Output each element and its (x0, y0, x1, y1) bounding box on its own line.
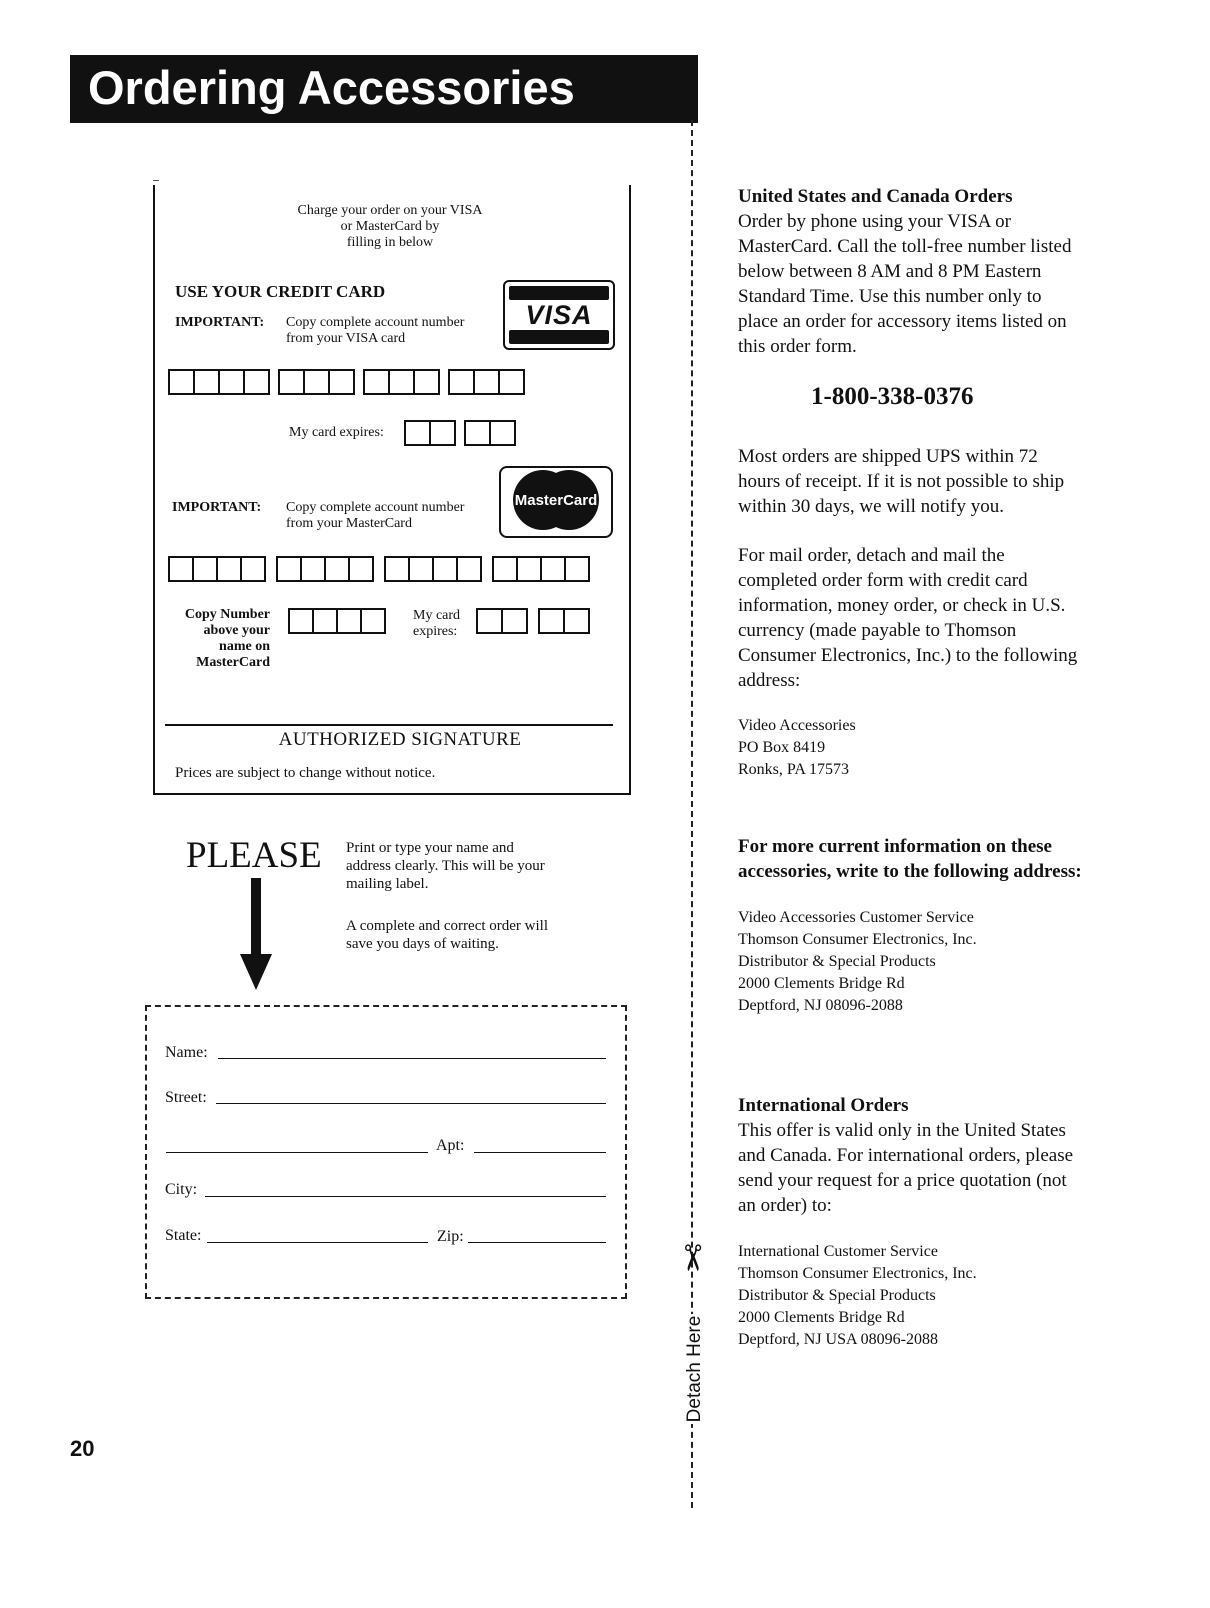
mastercard-expires-line: My card (413, 608, 461, 623)
please-line: A complete and correct order will (346, 918, 549, 934)
mastercard-account-number-boxes (168, 556, 590, 582)
mastercard-expiry-year[interactable] (538, 608, 590, 634)
more-info-heading (738, 834, 1138, 884)
signature-line[interactable] (165, 724, 613, 726)
address-line: International Customer Service (738, 1243, 938, 1260)
mastercard-expiry-boxes (476, 608, 590, 634)
mastercard-digit-group[interactable] (168, 556, 266, 582)
visa-digit-group[interactable] (278, 369, 355, 395)
body-line: this order form. (738, 336, 857, 357)
body-line: place an order for accessory items listed on (738, 311, 1067, 332)
body-line: Order by phone using your VISA or (738, 211, 1012, 232)
street-field[interactable] (216, 1103, 606, 1104)
copy-number-line: MasterCard (196, 655, 270, 670)
address-line: 2000 Clements Bridge Rd (738, 1309, 905, 1326)
body-line: information, money order, or check in U.S. (738, 595, 1066, 616)
intro-line: or MasterCard by (340, 219, 440, 234)
body-line: currency (made payable to Thomson (738, 620, 1017, 641)
visa-important-line: Copy complete account number (286, 315, 465, 330)
address-line: Deptford, NJ 08096-2088 (738, 997, 903, 1014)
copy-number-line: above your (203, 623, 270, 638)
name-label: Name: (165, 1044, 208, 1061)
mail-order-text (738, 543, 1133, 693)
intro-line: filling in below (346, 235, 434, 250)
international-address (738, 1241, 1098, 1351)
customer-service-address (738, 907, 1098, 1017)
mastercard-expiry-month[interactable] (476, 608, 528, 634)
mastercard-logo-text: MasterCard (514, 492, 598, 509)
zip-label: Zip: (437, 1228, 464, 1245)
address-line: Distributor & Special Products (738, 953, 936, 970)
address-line: Video Accessories Customer Service (738, 909, 974, 926)
street-label: Street: (165, 1089, 207, 1106)
body-line: Most orders are shipped UPS within 72 (738, 446, 1038, 467)
visa-important-text (286, 315, 506, 347)
page-number: 20 (70, 1436, 95, 1461)
please-note (346, 917, 606, 953)
street-line-2-field[interactable] (166, 1152, 428, 1153)
international-orders-heading: International Orders (738, 1095, 909, 1116)
please-line: Print or type your name and (346, 840, 514, 856)
body-line: MasterCard. Call the toll-free number listed (738, 236, 1072, 257)
please-line: mailing label. (346, 876, 429, 892)
visa-logo (503, 280, 615, 350)
visa-expires-label: My card expires: (289, 425, 384, 440)
mastercard-digit-group[interactable] (384, 556, 482, 582)
body-line: For mail order, detach and mail the (738, 545, 1005, 566)
visa-digit-group[interactable] (448, 369, 525, 395)
please-line: address clearly. This will be your (346, 858, 545, 874)
address-line: Ronks, PA 17573 (738, 761, 849, 778)
mastercard-digit-group[interactable] (492, 556, 590, 582)
city-field[interactable] (205, 1196, 606, 1197)
state-label: State: (165, 1227, 202, 1244)
mastercard-important-line: Copy complete account number (286, 500, 465, 515)
zip-field[interactable] (468, 1242, 606, 1243)
use-credit-card-title: USE YOUR CREDIT CARD (175, 282, 386, 301)
address-line: Thomson Consumer Electronics, Inc. (738, 931, 977, 948)
copy-number-line: Copy Number (184, 607, 270, 622)
down-arrow-icon (237, 878, 275, 990)
body-line: This offer is valid only in the United States (738, 1120, 1066, 1141)
copy-number-line: name on (219, 639, 270, 654)
copy-number-label (170, 607, 270, 671)
visa-digit-group[interactable] (363, 369, 440, 395)
visa-important-line: from your VISA card (286, 331, 406, 346)
visa-expiry-boxes (404, 420, 516, 446)
city-label: City: (165, 1181, 198, 1198)
detach-dashed-line (691, 120, 693, 1508)
body-line: within 30 days, we will notify you. (738, 496, 1004, 517)
mastercard-important-line: from your MasterCard (286, 516, 412, 531)
body-line: address: (738, 670, 801, 691)
prices-note: Prices are subject to change without notice. (175, 765, 436, 781)
address-line: Distributor & Special Products (738, 1287, 936, 1304)
shipping-text (738, 444, 1133, 519)
apt-field[interactable] (474, 1152, 606, 1153)
please-heading: PLEASE (186, 835, 322, 876)
mail-order-address (738, 715, 1098, 781)
international-orders-text (738, 1118, 1133, 1218)
mastercard-expires-line: expires: (413, 624, 458, 639)
visa-important-label: IMPORTANT: (175, 315, 265, 330)
body-line: Consumer Electronics, Inc.) to the following (738, 645, 1078, 666)
name-field[interactable] (218, 1058, 606, 1059)
toll-free-phone-number: 1-800-338-0376 (811, 383, 974, 410)
state-field[interactable] (207, 1242, 428, 1243)
visa-logo-top-band (509, 286, 609, 300)
detach-here-label: Detach Here (682, 1314, 708, 1424)
body-line: an order) to: (738, 1195, 832, 1216)
intro-line: Charge your order on your VISA (297, 203, 483, 218)
copy-number-boxes (288, 608, 386, 634)
mastercard-logo (499, 466, 613, 538)
mastercard-digit-group[interactable] (276, 556, 374, 582)
please-line: save you days of waiting. (346, 936, 499, 952)
mastercard-important-text (286, 500, 506, 532)
us-canada-text (738, 209, 1133, 359)
visa-expiry-month[interactable] (404, 420, 456, 446)
visa-account-number-boxes (168, 369, 525, 395)
visa-logo-bottom-band (509, 330, 609, 344)
body-line: below between 8 AM and 8 PM Eastern (738, 261, 1042, 282)
heading-line: accessories, write to the following address: (738, 861, 1082, 882)
body-line: and Canada. For international orders, please (738, 1145, 1074, 1166)
body-line: hours of receipt. If it is not possible to ship (738, 471, 1065, 492)
visa-expiry-year[interactable] (464, 420, 516, 446)
copy-number-digit-group[interactable] (288, 608, 386, 634)
address-line: Thomson Consumer Electronics, Inc. (738, 1265, 977, 1282)
body-line: Standard Time. Use this number only to (738, 286, 1042, 307)
address-line: PO Box 8419 (738, 739, 826, 756)
apt-label: Apt: (436, 1137, 465, 1154)
address-line: Deptford, NJ USA 08096-2088 (738, 1331, 938, 1348)
authorized-signature-label: AUTHORIZED SIGNATURE (278, 729, 522, 750)
scissors-icon: ✂ (672, 1242, 712, 1274)
visa-logo-text: VISA (525, 300, 593, 330)
body-line: send your request for a price quotation (not (738, 1170, 1067, 1191)
address-line: Video Accessories (738, 717, 856, 734)
visa-digit-group[interactable] (168, 369, 270, 395)
heading-line: For more current information on these (738, 836, 1052, 857)
mastercard-important-label: IMPORTANT: (172, 500, 262, 515)
please-instructions (346, 839, 606, 893)
body-line: completed order form with credit card (738, 570, 1028, 591)
page-title: Ordering Accessories (88, 61, 575, 114)
address-line: 2000 Clements Bridge Rd (738, 975, 905, 992)
credit-card-intro (260, 203, 520, 251)
mastercard-expires-label (413, 608, 473, 640)
us-canada-heading: United States and Canada Orders (738, 186, 1013, 207)
